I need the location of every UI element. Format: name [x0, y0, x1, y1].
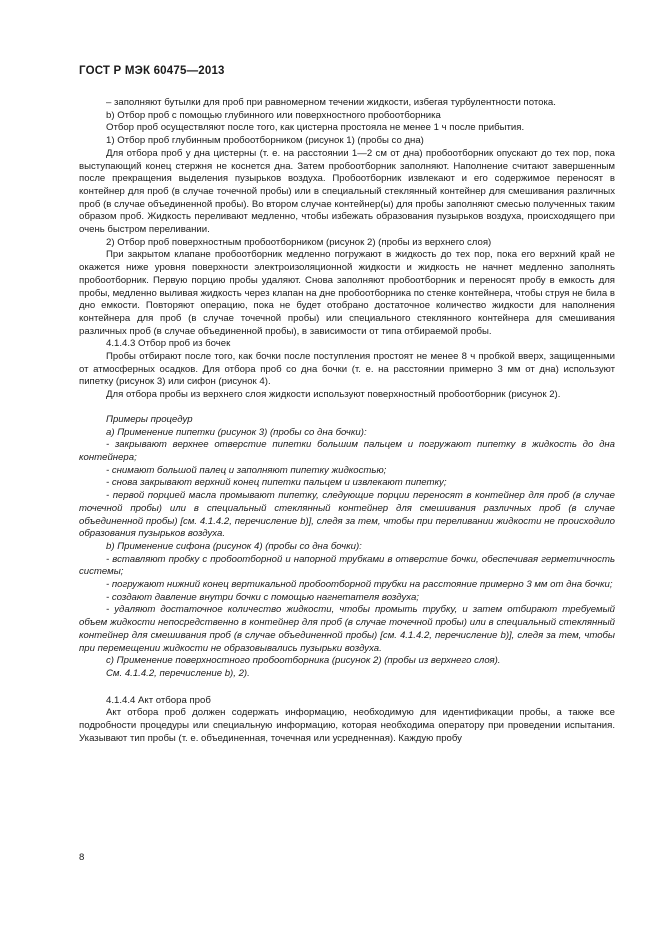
example-item: а) Применение пипетки (рисунок 3) (пробы со дна бочки): [106, 426, 367, 438]
example-item: - создают давление внутри бочки с помощью нагнетателя воздуха; [106, 591, 419, 603]
example-item: - вставляют пробку с пробоотборной и напорной трубками в отверстие бочки, обеспечивая герметичность системы; [79, 553, 615, 578]
paragraph: Пробы отбирают после того, как бочки после поступления простоят не менее 8 ч пробкой вверх, защищенными от атмосферных осадков. Для отбора проб со дна бочки (т. е. на расстоянии примерно 3 мм от дна) используют пипетку (рисунок 3) или сифон (рисунок 4). [79, 351, 615, 388]
subheading: 2) Отбор проб поверхностным пробоотборником (рисунок 2) (пробы из верхнего слоя) [106, 236, 492, 248]
page-number: 8 [79, 852, 85, 863]
example-item: b) Применение сифона (рисунок 4) (пробы со дна бочки): [106, 540, 362, 552]
example-item: - первой порцией масла промывают пипетку, следующие порции переносят в контейнер для проб (в случае точечной пробы) или в специальный стеклянный контейнер для смешивания различных проб (в случае объединенной пробы) [см. 4.1.4.2, перечисление b)], следя за тем, чтобы при переливании жидкости не происходило образования пузырьков воздуха. [79, 490, 615, 540]
section-heading: 4.1.4.3 Отбор проб из бочек [106, 338, 231, 350]
examples-heading: Примеры процедур [106, 413, 193, 425]
paragraph: – заполняют бутылки для проб при равномерном течении жидкости, избегая турбулентности потока. [106, 97, 556, 108]
example-item: - удаляют достаточное количество жидкости, чтобы промыть трубку, и затем отбирают требуемый объем жидкости непосредственно в контейнер для проб (в случае точечной пробы) или в специальный стеклянный контейнер для смешивания проб (в случае объединенной пробы) [см. 4.1.4.2, перечисление b)], следя за тем, чтобы при перемещении жидкости не образовывались пузырьки воздуха. [79, 604, 615, 654]
paragraph: При закрытом клапане пробоотборник медленно погружают в жидкость до тех пор, пока его верхний край не окажется ниже уровня поверхности электроизоляционной жидкости и жидкость не начнет медленно заполнять пробоотборник. Первую порцию пробы удаляют. Снова заполняют пробоотборник и переносят пробу в емкость для пробы, медленно выливая жидкость через клапан на дне пробоотборника по стенке контейнера, чтобы струя не била в дно емкости. Повторяют операцию, пока не будет отобрано достаточное количество жидкости для наполнения контейнера для проб (в случае точечной пробы) или специального стеклянного контейнера для смешивания различных проб (в случае объединенной пробы), в зависимости от типа отбираемой пробы. [79, 249, 615, 337]
paragraph: Отбор проб осуществляют после того, как цистерна простояла не менее 1 ч после прибытия. [106, 122, 525, 134]
example-item: - закрывают верхнее отверстие пипетки большим пальцем и погружают пипетку в жидкость до дна контейнера; [79, 439, 615, 463]
example-item: с) Применение поверхностного пробоотборника (рисунок 2) (пробы из верхнего слоя). [106, 655, 501, 667]
document-header: ГОСТ Р МЭК 60475—2013 [79, 65, 225, 77]
document-body [79, 97, 615, 745]
example-item: - снова закрывают верхний конец пипетки пальцем и извлекают пипетку; [106, 477, 447, 489]
subheading: b) Отбор проб с помощью глубинного или поверхностного пробоотборника [106, 109, 441, 121]
section-heading: 4.1.4.4 Акт отбора проб [106, 694, 211, 706]
example-item: - погружают нижний конец вертикальной пробоотборной трубки на расстояние примерно 3 мм от дна бочки; [106, 579, 613, 591]
spacer [79, 681, 615, 695]
paragraph: Для отбора проб у дна цистерны (т. е. на расстоянии 1—2 см от дна) пробоотборник опускают до тех пор, пока выступающий конец стержня не коснется дна. Затем пробоотборник заполняют. Наполнение считают завершенным после прекращения выделения пузырьков воздуха. Пробоотборник извлекают и его содержимое переносят в контейнер для проб (в случае точечной пробы) или в специальный стеклянный контейнер для смешивания различных проб (в случае объединенной пробы). Во втором случае контейнер(ы) для пробы заполняют смесью полученных таким образом проб. Жидкость переливают медленно, чтобы избежать образования пузырьков воздуха, происходящего при очень быстром переливании. [79, 147, 615, 236]
example-item: - снимают большой палец и заполняют пипетку жидкостью; [106, 464, 387, 476]
example-item: См. 4.1.4.2, перечисление b), 2). [106, 667, 250, 679]
spacer [79, 402, 615, 414]
paragraph: Для отбора пробы из верхнего слоя жидкости используют поверхностный пробоотборник (рисунок 2). [106, 389, 561, 401]
paragraph: Акт отбора проб должен содержать информацию, необходимую для идентификации пробы, а также все подробности процедуры или специальную информацию, которая необходима оператору при проведении испытания. Указывают тип пробы (т. е. объединенная, точечная или усредненная). Каждую пробу [79, 707, 615, 744]
subheading: 1) Отбор проб глубинным пробоотборником (рисунок 1) (пробы со дна) [106, 135, 424, 147]
